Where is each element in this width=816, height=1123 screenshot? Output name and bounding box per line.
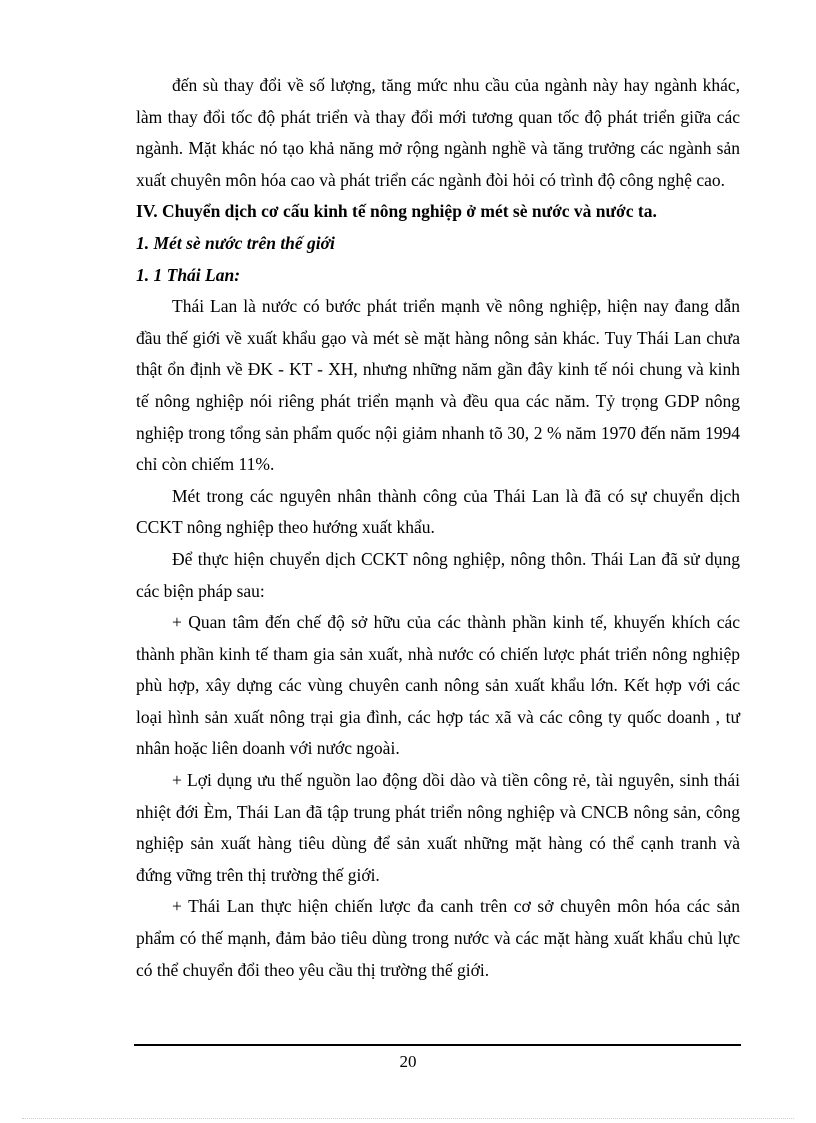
paragraph-success-reason: Mét trong các nguyên nhân thành công của Thái Lan là đã có sự chuyển dịch CCKT nông nghiệp theo hướng xuất khẩu. <box>136 485 740 538</box>
footer-divider <box>134 1044 741 1046</box>
list-item-ownership: + Quan tâm đến chế độ sở hữu của các thành phần kinh tế, khuyến khích các thành phần kinh tế tham gia sản xuất, nhà nước có chiến lược phát triển nông nghiệp phù hợp, xây dựng các vùng chuyên canh nông sản xuất khẩu lớn. Kết hợp với các loại hình sản xuất nông trại gia đình, các hợp tác xã và các công ty quốc doanh , tư nhân hoặc liên doanh với nước ngoài. <box>136 612 740 759</box>
paragraph-intro-continuation: đến sù thay đổi về số lượng, tăng mức nhu cầu của ngành này hay ngành khác, làm thay đổi tốc độ phát triển và thay đổi mới tương quan tốc độ phát triển giữa các ngành. Mặt khác nó tạo khả năng mở rộng ngành nghề và tăng trưởng các ngành sản xuất chuyên môn hóa cao và phát triển các ngành đòi hỏi có trình độ công nghệ cao. <box>136 75 740 190</box>
page-bottom-dotted-border <box>22 1118 794 1119</box>
section-heading-iv: IV. Chuyển dịch cơ cấu kinh tế nông nghiệp ở mét sè nước và nước ta. <box>136 201 657 222</box>
subsection-heading-1: 1. Mét sè nước trên thế giới <box>136 232 335 253</box>
document-body <box>136 70 740 986</box>
list-item-labor-advantage: + Lợi dụng ưu thế nguồn lao động dồi dào và tiền công rẻ, tài nguyên, sinh thái nhiệt đới Èm, Thái Lan đã tập trung phát triển nông nghiệp và CNCB nông sản, công nghiệp sản xuất hàng tiêu dùng để sản xuất những mặt hàng có thể cạnh tranh và đứng vững trên thị trường thế giới. <box>136 770 740 885</box>
paragraph-thailand-overview: Thái Lan là nước có bước phát triển mạnh về nông nghiệp, hiện nay đang dẫn đầu thế giới về xuất khẩu gạo và mét sè mặt hàng nông sản khác. Tuy Thái Lan chưa thật ổn định về ĐK - KT - XH, nhưng những năm gần đây kinh tế nói chung và kinh tế nông nghiệp nói riêng phát triển mạnh và đều qua các năm. Tỷ trọng GDP nông nghiệp trong tổng sản phẩm quốc nội giảm nhanh tõ 30, 2 % năm 1970 đến năm 1994 chỉ còn chiếm 11%. <box>136 296 740 475</box>
page-number: 20 <box>399 1052 417 1071</box>
list-item-diversification: + Thái Lan thực hiện chiến lược đa canh trên cơ sở chuyên môn hóa các sản phẩm có thế mạnh, đảm bảo tiêu dùng trong nước và các mặt hàng xuất khẩu chủ lực có thể chuyển đổi theo yêu cầu thị trường thế giới. <box>136 896 740 980</box>
paragraph-measures-intro: Để thực hiện chuyển dịch CCKT nông nghiệp, nông thôn. Thái Lan đã sử dụng các biện pháp sau: <box>136 548 740 601</box>
subsection-heading-1-1: 1. 1 Thái Lan: <box>136 264 241 285</box>
